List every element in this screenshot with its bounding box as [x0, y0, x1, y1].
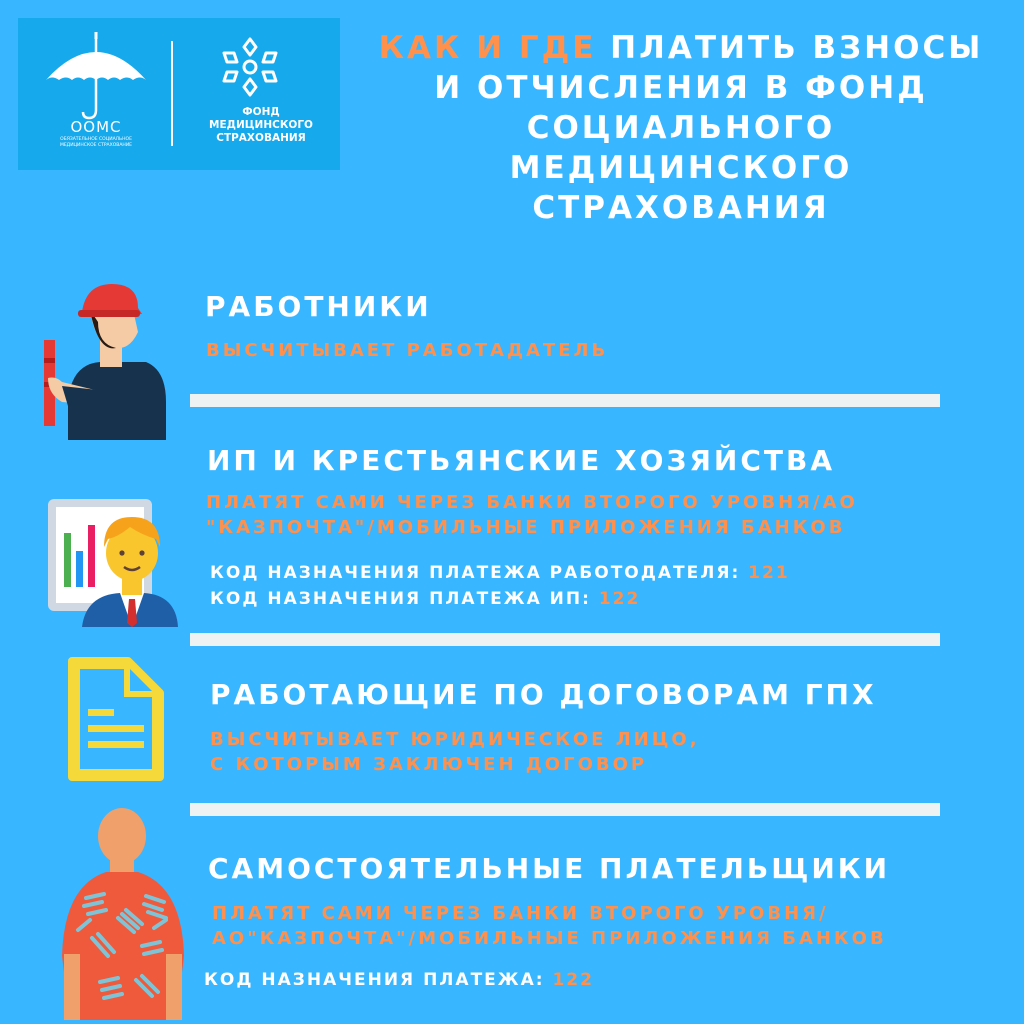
title-text: ПЛАТИТЬ ВЗНОСЫ	[596, 30, 984, 66]
payment-code-label: КОД НАЗНАЧЕНИЯ ПЛАТЕЖА:	[204, 970, 553, 990]
oms-logo-subtitle: ОБЯЗАТЕЛЬНОЕ СОЦИАЛЬНОЕ МЕДИЦИНСКОЕ СТРАХОВАНИЕ	[59, 137, 133, 148]
title-line: МЕДИЦИНСКОГО	[509, 150, 853, 186]
section-note-line: АО"КАЗПОЧТА"/МОБИЛЬНЫЕ ПРИЛОЖЕНИЯ БАНКОВ	[212, 928, 887, 949]
payment-codes	[210, 560, 790, 612]
title-line: СОЦИАЛЬНОГО	[526, 110, 836, 146]
umbrella-icon	[40, 30, 152, 120]
section-note-line: ВЫСЧИТЫВАЕТ РАБОТАДАТЕЛЬ	[206, 340, 609, 361]
section-note	[212, 901, 887, 951]
section-heading-ip: ИП И КРЕСТЬЯНСКИЕ ХОЗЯЙСТВА	[207, 444, 835, 477]
payment-code-value: 122	[598, 589, 641, 609]
section-note-line: ПЛАТЯТ САМИ ЧЕРЕЗ БАНКИ ВТОРОГО УРОВНЯ/АО	[206, 492, 858, 513]
payment-codes	[204, 967, 594, 993]
section-note	[206, 490, 858, 540]
section-note-line: ВЫСЧИТЫВАЕТ ЮРИДИЧЕСКОЕ ЛИЦО,	[210, 729, 700, 750]
businessman-chart-icon	[44, 495, 180, 627]
payment-code-row	[210, 560, 790, 586]
fund-name-line: МЕДИЦИНСКОГО	[209, 119, 313, 131]
section-divider	[190, 803, 940, 816]
document-icon	[66, 655, 166, 783]
page-title	[356, 68, 1006, 228]
section-divider	[190, 633, 940, 646]
title-line: СТРАХОВАНИЯ	[532, 190, 830, 226]
fund-name	[186, 106, 336, 145]
section-heading-gph: РАБОТАЮЩИЕ ПО ДОГОВОРАМ ГПХ	[210, 678, 877, 711]
snowflake-icon	[218, 36, 282, 98]
section-heading-workers: РАБОТНИКИ	[205, 290, 432, 323]
title-highlight: КАК И ГДЕ	[378, 30, 597, 66]
payment-code-row	[204, 967, 594, 993]
fund-name-line: ФОНД	[242, 106, 280, 118]
payment-code-value: 122	[552, 970, 594, 990]
section-note	[206, 338, 608, 363]
section-note-line: ПЛАТЯТ САМИ ЧЕРЕЗ БАНКИ ВТОРОГО УРОВНЯ/	[212, 903, 829, 924]
section-divider	[190, 394, 940, 407]
section-heading-self-employed: САМОСТОЯТЕЛЬНЫЕ ПЛАТЕЛЬЩИКИ	[208, 852, 891, 885]
section-note	[210, 727, 700, 777]
person-shirt-icon	[56, 806, 190, 1020]
page-title-line	[356, 28, 1006, 68]
payment-code-value: 121	[748, 563, 790, 583]
section-note-line: С КОТОРЫМ ЗАКЛЮЧЕН ДОГОВОР	[210, 754, 648, 775]
payment-code-label: КОД НАЗНАЧЕНИЯ ПЛАТЕЖА РАБОТОДАТЕЛЯ:	[210, 563, 749, 583]
logo-divider	[171, 41, 173, 146]
section-note-line: "КАЗПОЧТА"/МОБИЛЬНЫЕ ПРИЛОЖЕНИЯ БАНКОВ	[206, 517, 846, 538]
payment-code-row	[210, 586, 790, 612]
title-line: И ОТЧИСЛЕНИЯ В ФОНД	[434, 70, 928, 106]
worker-hardhat-icon	[38, 282, 170, 440]
payment-code-label: КОД НАЗНАЧЕНИЯ ПЛАТЕЖА ИП:	[210, 589, 599, 609]
fund-name-line: СТРАХОВАНИЯ	[216, 132, 306, 144]
oms-logo-letters: ООМС	[70, 118, 122, 136]
